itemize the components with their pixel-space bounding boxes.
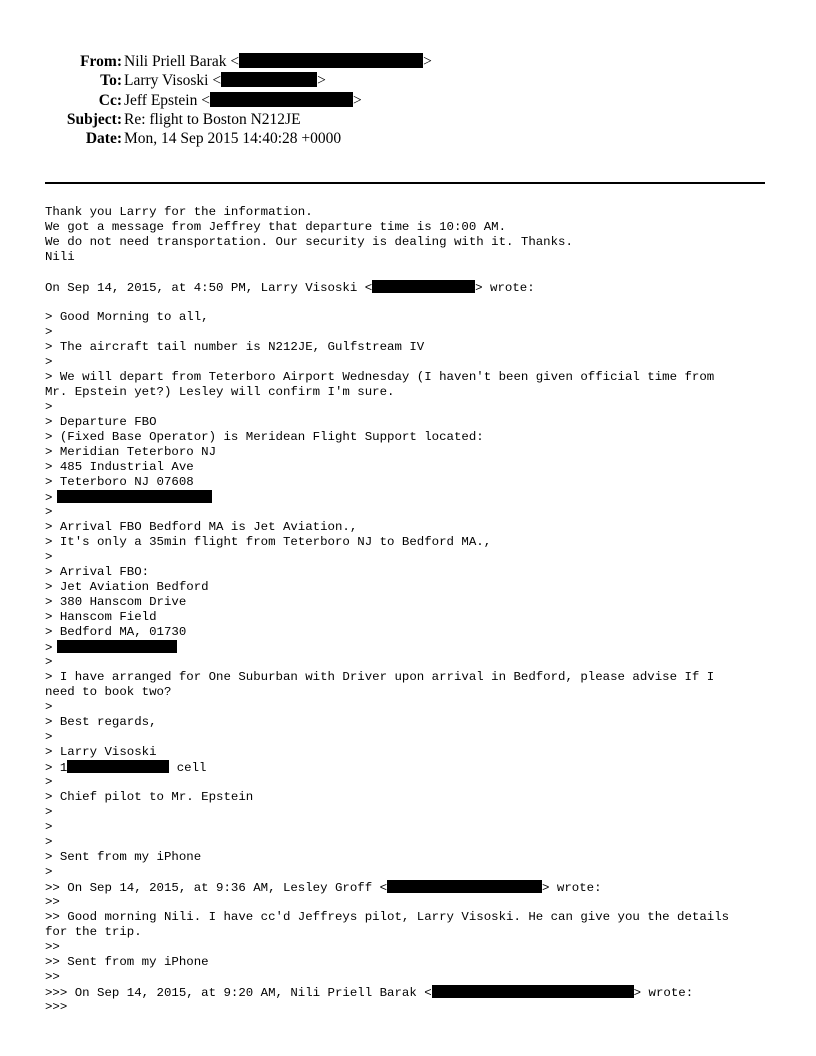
- body-line: >: [45, 820, 53, 834]
- body-line: > I have arranged for One Suburban with Driver upon arrival in Bedford, please advise If I: [45, 670, 715, 684]
- body-line: need to book two?: [45, 685, 172, 699]
- header-divider: [45, 182, 765, 184]
- body-line: > Best regards,: [45, 715, 157, 729]
- body-line: > Sent from my iPhone: [45, 850, 202, 864]
- body-line: >: [45, 865, 53, 879]
- body-line: >> Good morning Nili. I have cc'd Jeffreys pilot, Larry Visoski. He can give you the details: [45, 910, 730, 924]
- body-line: We got a message from Jeffrey that departure time is 10:00 AM.: [45, 220, 507, 234]
- body-line: [45, 295, 775, 310]
- email-header: [0, 52, 816, 148]
- body-line: > Arrival FBO:: [45, 565, 150, 579]
- body-line: >: [45, 505, 53, 519]
- subject-label: Subject:: [66, 110, 122, 128]
- subject-row: [0, 110, 816, 129]
- cc-close: >: [352, 91, 362, 109]
- redaction: [432, 985, 634, 998]
- body-line: > It's only a 35min flight from Teterboro NJ to Bedford MA.,: [45, 535, 492, 549]
- from-label: From:: [80, 53, 122, 70]
- cc-label: Cc:: [98, 91, 122, 109]
- body-line: > We will depart from Teterboro Airport Wednesday (I haven't been given official time from: [45, 370, 715, 384]
- body-line: >: [45, 655, 53, 669]
- body-line: > (Fixed Base Operator) is Meridean Flight Support located:: [45, 430, 484, 444]
- email-body: [45, 205, 775, 1015]
- redaction: [372, 280, 475, 293]
- quote-intro-end: > wrote:: [542, 881, 602, 895]
- body-line: >: [45, 550, 53, 564]
- body-line: > 485 Industrial Ave: [45, 460, 194, 474]
- body-line: >: [45, 700, 53, 714]
- body-line: [45, 490, 775, 505]
- body-line: > Bedford MA, 01730: [45, 625, 187, 639]
- date-label: Date:: [85, 130, 122, 148]
- body-line: >>: [45, 940, 60, 954]
- quote-marker: >: [45, 491, 53, 505]
- redaction: [239, 53, 423, 68]
- body-line: [45, 280, 775, 295]
- body-line: > Hanscom Field: [45, 610, 157, 624]
- body-line: >: [45, 775, 53, 789]
- body-line: Thank you Larry for the information.: [45, 205, 313, 219]
- to-name: Larry Visoski <: [124, 72, 222, 90]
- to-row: [0, 71, 816, 90]
- body-line: >>: [45, 895, 60, 909]
- phone-prefix: > 1: [45, 761, 68, 775]
- body-line: >: [45, 400, 53, 414]
- quote-marker: >: [45, 641, 53, 655]
- body-line: [45, 265, 775, 280]
- body-line: >>>: [45, 1000, 68, 1014]
- date-value: Mon, 14 Sep 2015 14:40:28 +0000: [124, 130, 342, 148]
- body-line: [45, 880, 775, 895]
- quote-intro-end: > wrote:: [633, 986, 694, 1000]
- redaction: [67, 760, 169, 773]
- from-row: [0, 52, 816, 71]
- body-line: >> Sent from my iPhone: [45, 955, 209, 969]
- cc-value: [124, 91, 362, 110]
- body-line: > Departure FBO: [45, 415, 157, 429]
- body-line: >: [45, 730, 53, 744]
- redaction: [57, 490, 212, 503]
- body-line: >: [45, 325, 53, 339]
- body-line: >>: [45, 970, 60, 984]
- cc-row: [0, 91, 816, 110]
- body-line: >: [45, 835, 53, 849]
- redaction: [57, 640, 177, 653]
- redaction: [387, 880, 542, 893]
- to-label: To:: [100, 72, 122, 90]
- body-line: [45, 760, 775, 775]
- body-line: Nili: [45, 250, 75, 264]
- quote-intro-end: > wrote:: [475, 281, 535, 295]
- from-close: >: [423, 53, 432, 70]
- body-line: > Arrival FBO Bedford MA is Jet Aviation.,: [45, 520, 358, 534]
- redaction: [221, 72, 317, 87]
- body-line: for the trip.: [45, 925, 142, 939]
- body-line: > Teterboro NJ 07608: [45, 475, 194, 489]
- to-value: [124, 71, 326, 90]
- body-line: > Jet Aviation Bedford: [45, 580, 209, 594]
- body-line: > 380 Hanscom Drive: [45, 595, 187, 609]
- body-line: > Meridian Teterboro NJ: [45, 445, 217, 459]
- from-name: Nili Priell Barak <: [124, 53, 240, 70]
- body-line: > Good Morning to all,: [45, 310, 209, 324]
- body-line: We do not need transportation. Our security is dealing with it. Thanks.: [45, 235, 573, 249]
- body-line: [45, 985, 775, 1000]
- body-line: > Chief pilot to Mr. Epstein: [45, 790, 254, 804]
- cc-name: Jeff Epstein <: [124, 91, 210, 109]
- from-value: [124, 52, 432, 71]
- quote-intro: >>> On Sep 14, 2015, at 9:20 AM, Nili Priell Barak <: [45, 986, 432, 1000]
- to-close: >: [317, 72, 326, 90]
- date-row: [0, 129, 816, 148]
- body-line: > Larry Visoski: [45, 745, 157, 759]
- body-line: >: [45, 805, 53, 819]
- subject-value: Re: flight to Boston N212JE: [124, 110, 301, 128]
- redaction: [210, 92, 353, 107]
- body-line: [45, 640, 775, 655]
- body-line: >: [45, 355, 53, 369]
- quote-intro: On Sep 14, 2015, at 4:50 PM, Larry Visoski <: [45, 281, 373, 295]
- quote-intro: >> On Sep 14, 2015, at 9:36 AM, Lesley Groff <: [45, 881, 388, 895]
- phone-suffix: cell: [169, 761, 207, 775]
- body-line: Mr. Epstein yet?) Lesley will confirm I'm sure.: [45, 385, 395, 399]
- body-line: > The aircraft tail number is N212JE, Gulfstream IV: [45, 340, 425, 354]
